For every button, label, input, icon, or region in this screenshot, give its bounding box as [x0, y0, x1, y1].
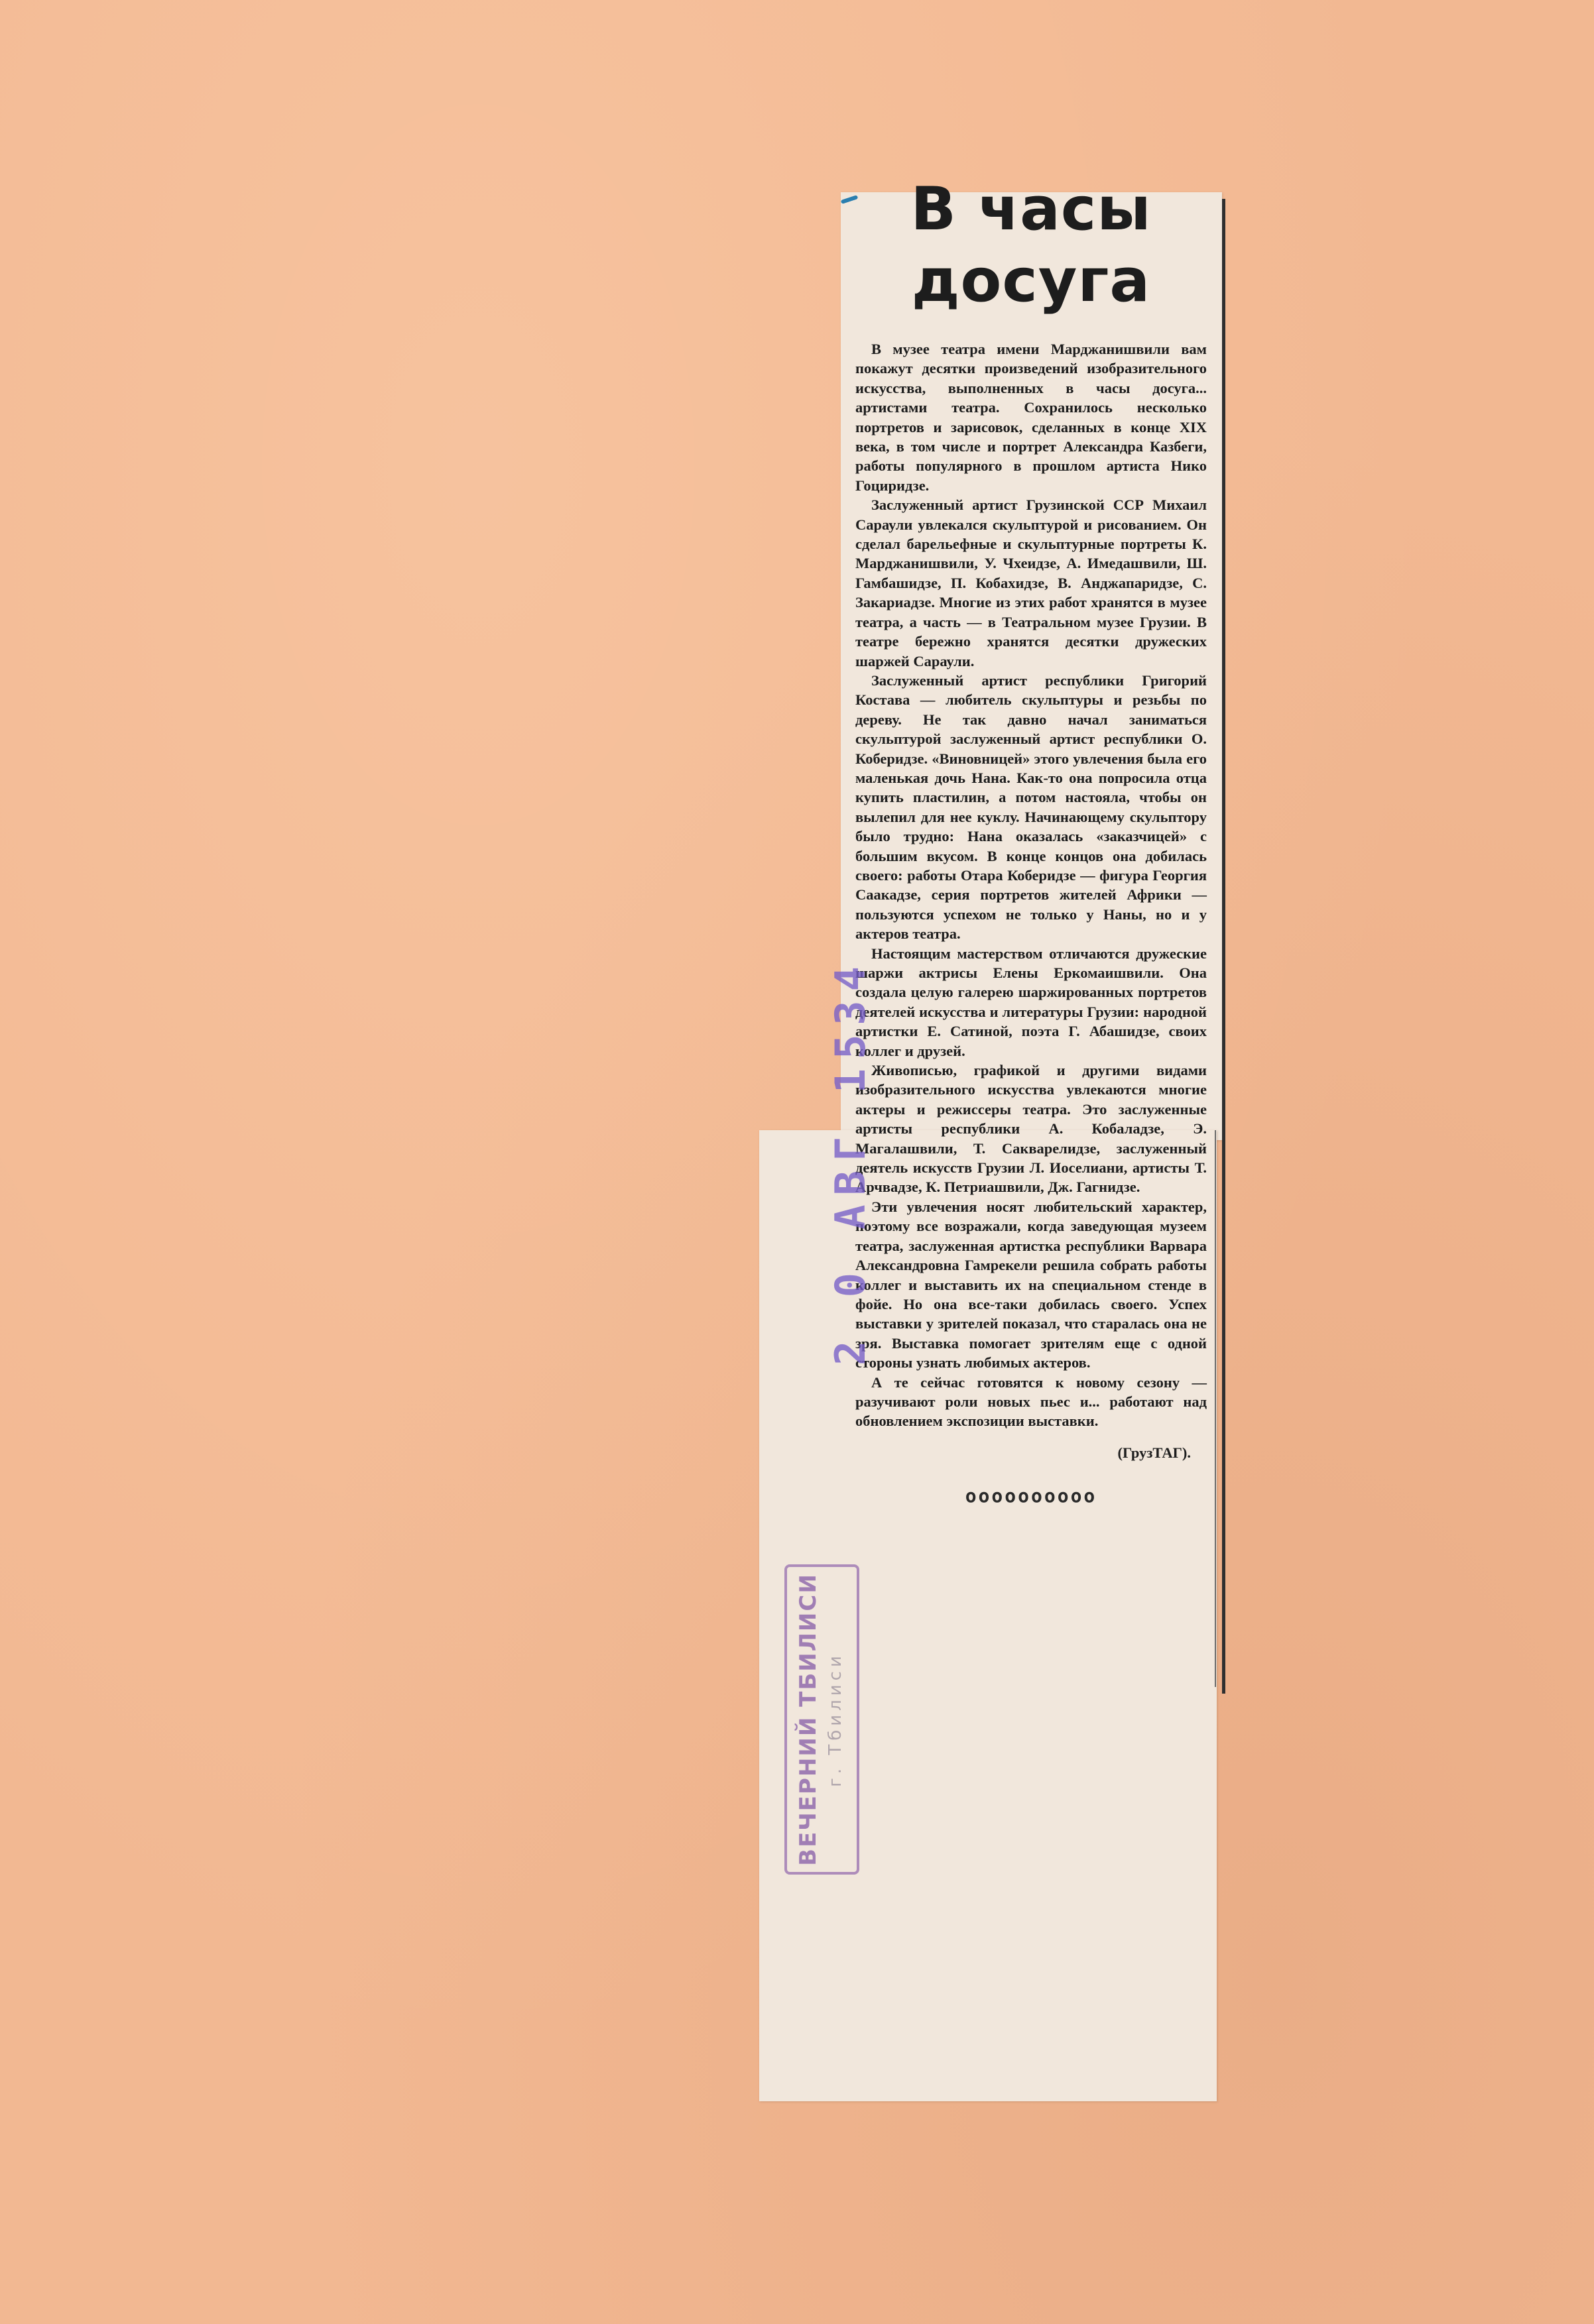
- headline-line-2: досуга: [911, 246, 1151, 316]
- article-paragraph-4: Настоящим мастерством отличаются дружеские шаржи актрисы Елены Еркомаишвили. Она создала целую галерею шаржированных портретов деятелей искусства и литературы Грузии: народной артистки Е. Сатиной, поэта Г. Абашидзе, своих коллег и друзей.: [855, 945, 1207, 1059]
- article-paragraph-2: Заслуженный артист Грузинской ССР Михаил Сараули увлекался скульптурой и рисованием. Он сделал барельефные и скульптурные портреты К. Марджанишвили, У. Чхеидзе, А. Имедашвили, Ш. Гамбашидзе, П. Кобахидзе, В. Анджапаридзе, С. Закариадзе. Многие из этих работ хранятся в музее театра, а часть — в Театральном музее Грузии. В театре бережно хранятся десятки дружеских шаржей Сараули.: [855, 496, 1207, 669]
- column-rule-thin: [1215, 1130, 1216, 1687]
- column-rule: [1222, 199, 1225, 1694]
- article-headline: [855, 174, 1207, 317]
- date-stamp: 2 0 АВГ 1534: [826, 957, 875, 1365]
- article-paragraph-3: Заслуженный артист республики Григорий Костава — любитель скульптуры и резьбы по дереву. Не так давно начал заниматься скульптурой заслуженный артист республики О. Коберидзе. «Виновницей» этого увлечения была его маленькая дочь Нана. Как-то она попросила отца купить пластилин, а потом настояла, чтобы он вылепил для нее куклу. Начинающему скульптору было трудно: Нана оказалась «заказчицей» с большим вкусом. В конце концов она добилась своего: работы Отара Коберидзе — фигура Георгия Саакадзе, серия портретов жителей Африки — пользуются успехом не только у Наны, но и у актеров театра.: [855, 671, 1207, 943]
- article-end-divider: oooooooooo: [965, 1485, 1097, 1507]
- article-paragraph-7: А те сейчас готовятся к новому сезону — разучивают роли новых пьес и... работают над обновлением экспозиции выставки.: [855, 1373, 1207, 1430]
- article-paragraph-5: Живописью, графикой и другими видами изобразительного искусства увлекаются многие актеры и режиссеры театра. Это заслуженные артисты республики А. Кобаладзе, Э. Магалашвили, Т. Сакварелидзе, заслуженный деятель искусств Грузии Л. Иоселиани, артисты Т. Арчвадзе, К. Петриашвили, Дж. Гагнидзе.: [855, 1062, 1207, 1196]
- article-body: [855, 339, 1207, 1462]
- headline-line-1: В часы: [910, 174, 1152, 244]
- article-paragraph-6: Эти увлечения носят любительский характер, поэтому все возражали, когда заведующая музеем театра, заслуженная артистка республики Варвара Александровна Гамрекели решила собрать работы коллег и выставить их на специальном стенде в фойе. Но она все-таки добилась своего. Успех выставки у зрителей показал, что старалась она не зря. Выставка помогает зрителям еще с одной стороны узнать любимых актеров.: [855, 1198, 1207, 1371]
- newspaper-article: [855, 174, 1207, 1507]
- newspaper-source-stamp: [784, 1564, 859, 1875]
- article-paragraph-1: В музее театра имени Марджанишвили вам покажут десятки произведений изобразительного искусства, выполненных в часы досуга... артистами театра. Сохранилось несколько портретов и зарисовок, сделанных в конце XIX века, в том числе и портрет Александра Казбеги, работы популярного в прошлом артиста Нико Гоциридзе.: [855, 341, 1207, 494]
- source-stamp-title: ВЕЧЕРНИЙ ТБИЛИСИ: [795, 1573, 822, 1866]
- article-signature: (ГрузТАГ).: [1117, 1444, 1191, 1461]
- source-stamp-city: г. Тбилиси: [826, 1652, 845, 1787]
